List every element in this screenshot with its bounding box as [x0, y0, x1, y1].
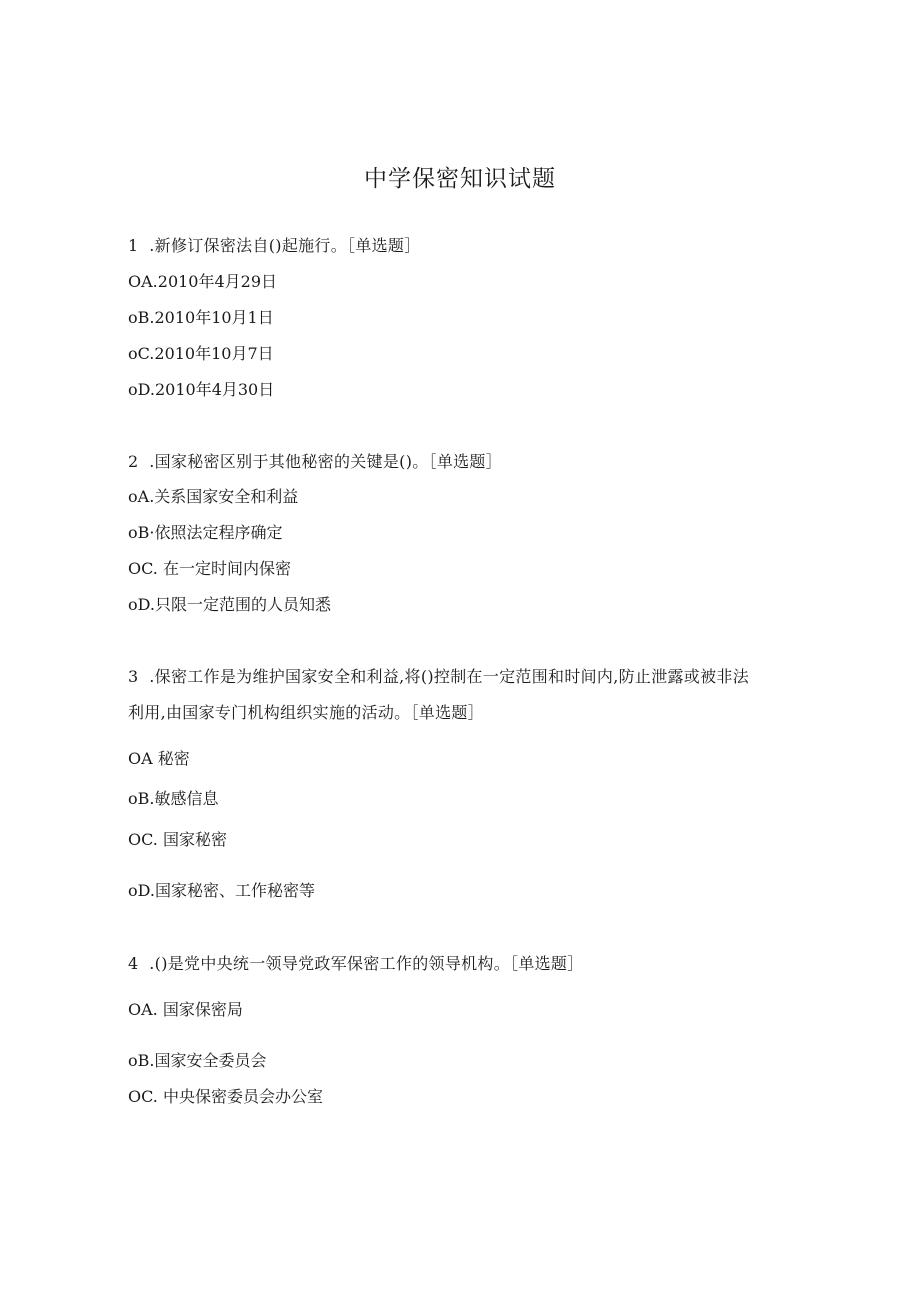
option-c[interactable]: oC.2010年10月7日 [128, 344, 274, 363]
option-a[interactable]: OA. 国家保密局 [128, 1000, 243, 1019]
option-b[interactable]: oB.国家安全委员会 [128, 1051, 267, 1070]
question-text: .保密工作是为维护国家安全和利益,将()控制在一定范围和时间内,防止泄露或被非法 [149, 667, 750, 686]
question-number: 2 [128, 452, 139, 471]
option-d[interactable]: oD.国家秘密、工作秘密等 [128, 881, 315, 900]
option-d[interactable]: oD.2010年4月30日 [128, 380, 275, 399]
question-text: .国家秘密区别于其他秘密的关键是()。［单选题］ [149, 452, 503, 471]
option-b[interactable]: oB·依照法定程序确定 [128, 523, 283, 542]
option-b[interactable]: oB.2010年10月1日 [128, 308, 274, 327]
question-number: 4 [128, 954, 139, 973]
option-b[interactable]: oB.敏感信息 [128, 789, 219, 808]
question-text-continued: 利用,由国家专门机构组织实施的活动。［单选题］ [128, 703, 484, 722]
option-c[interactable]: OC. 中央保密委员会办公室 [128, 1087, 323, 1106]
question-number: 1 [128, 236, 139, 255]
option-a[interactable]: OA 秘密 [128, 749, 190, 768]
question-text: .()是党中央统一领导党政军保密工作的领导机构。［单选题］ [149, 954, 584, 973]
page-title: 中学保密知识试题 [364, 166, 556, 192]
option-c[interactable]: OC. 在一定时间内保密 [128, 559, 291, 578]
option-a[interactable]: OA.2010年4月29日 [128, 272, 278, 291]
option-c[interactable]: OC. 国家秘密 [128, 830, 227, 849]
question-text: .新修订保密法自()起施行。［单选题］ [149, 236, 421, 255]
option-d[interactable]: oD.只限一定范围的人员知悉 [128, 595, 331, 614]
question-2 [128, 451, 502, 473]
question-1 [128, 235, 421, 257]
question-number: 3 [128, 667, 139, 686]
option-a[interactable]: oA.关系国家安全和利益 [128, 487, 299, 506]
question-3 [128, 666, 749, 688]
question-4 [128, 953, 584, 975]
